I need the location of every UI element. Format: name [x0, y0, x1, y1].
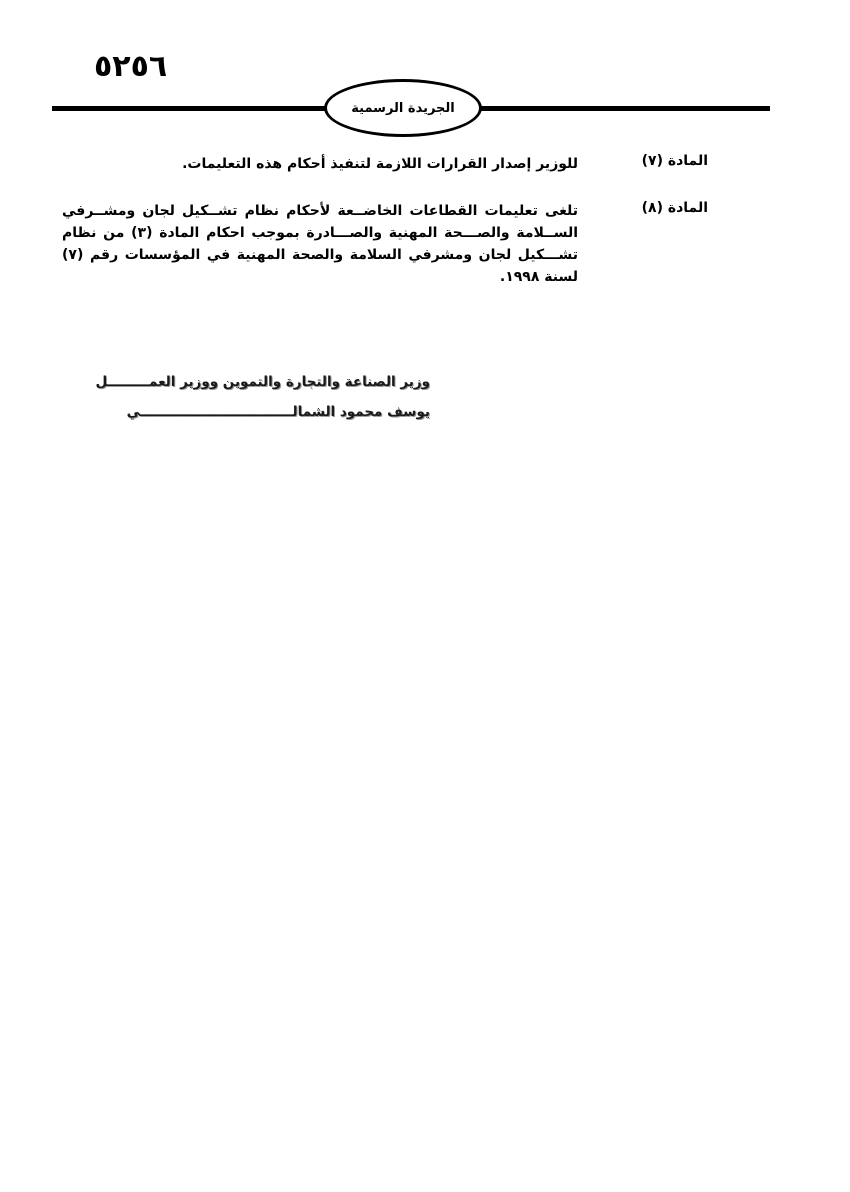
article-7-text: للوزير إصدار القرارات اللازمة لتنفيذ أحكام هذه التعليمات.: [182, 156, 578, 172]
article-7-label: المادة (٧): [641, 153, 708, 169]
article-8-text: تلغى تعليمات القطاعات الخاضــعة لأحكام نظام تشــكيل لجان ومشــرفي الســلامة والصـــحة المهنية والصـــادرة بموجب احكام المادة (٣) من نظام تشـــكيل لجان ومشرفي السلامة والصحة المهنية في المؤسسات رقم (٧) لسنة ١٩٩٨.: [62, 203, 579, 285]
article-8: [48, 200, 708, 285]
signatory-name: يوسف محمود الشمالـــــــــــــــــــــــــــــــــي: [126, 404, 430, 420]
gazette-header-oval: [324, 79, 482, 137]
article-8-label: المادة (٨): [641, 200, 708, 216]
signatory-title: وزير الصناعة والتجارة والتموين ووزير العمـــــــــل: [95, 374, 430, 390]
gazette-title: الجريدة الرسمية: [351, 100, 455, 116]
page-number: ٥٢٥٦: [94, 49, 168, 84]
article-7: [48, 153, 708, 177]
